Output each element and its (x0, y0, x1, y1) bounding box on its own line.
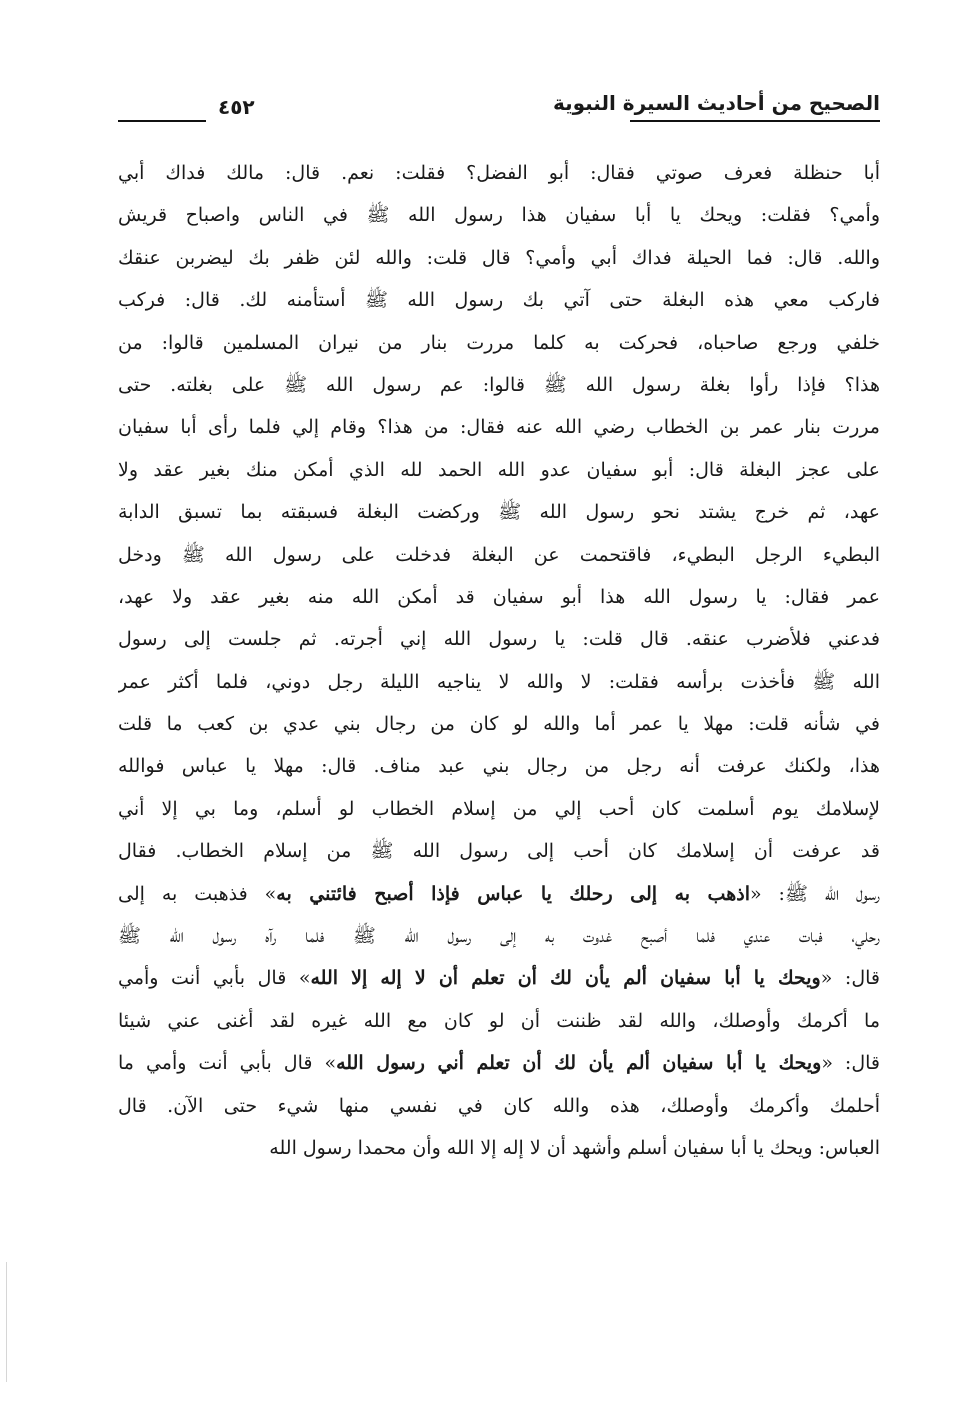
text-line: وأمي؟ فقلت: ويحك يا أبا سفيان هذا رسول الله ﷺ في الناس واصباح قريش (118, 204, 880, 227)
text-line: أحلمك وأكرمك وأوصلك، هذه والله كان في نفسي منها شيء حتى الآن. قال (118, 1094, 880, 1117)
text-line: خلفي ورجع صاحباه، فحركت به كلما مررت بنار من نيران المسلمين قالوا: من (118, 331, 880, 354)
line-text: رسول الله ﷺ: « (749, 882, 880, 905)
text-line: هذا، ولكنك عرفت أنه رجل من رجال بني عبد مناف. قال: مهلا يا عباس فوالله (118, 755, 880, 778)
text-line: أبا حنظلة فعرف صوتي فقال: أبو الفضل؟ فقلت: نعم. قال: مالك فداك أبي (118, 162, 880, 184)
text-line: هذا؟ فإذا رأوا بغلة رسول الله ﷺ قالوا: عم رسول الله ﷺ على بغلته. حتى (118, 373, 880, 396)
text-line (118, 1042, 880, 1084)
text-line: فاركب معي هذه البغلة حتى آتي بك رسول الله ﷺ أستأمنه لك. قال: فركب (118, 289, 880, 312)
text-line: في شأنه قلت: مهلا يا عمر أما والله لو كان من رجال بني عدي بن كعب ما قلت (118, 713, 880, 736)
header-rule (630, 120, 880, 122)
page-number-rule (118, 120, 206, 122)
hadith-quote: ويحك يا أبا سفيان ألم يأن لك أن تعلم أني رسول الله (336, 1052, 822, 1075)
line-text: قال: « (821, 1052, 880, 1075)
hadith-quote: اذهب به إلى رحلك يا عباس فإذا أصبح فائتني به (276, 882, 750, 905)
text-line: والله. قال: فما الحيلة فداك أبي وأمي؟ قال قلت: والله لئن ظفر بك ليضربن عنقك (118, 246, 880, 269)
hadith-quote: ويحك يا أبا سفيان ألم يأن لك أن تعلم أن لا إله إلا الله (310, 967, 821, 990)
text-line: البطيء الرجل البطيء، فاقتحمت عن البغلة فدخلت على رسول الله ﷺ ودخل (118, 543, 880, 566)
text-line: مررت بنار عمر بن الخطاب رضي الله عنه فقال: من هذا؟ وقام إلي فلما رأى أبا سفيان (118, 416, 880, 439)
text-line: عهد، ثم خرج يشتد نحو رسول الله ﷺ وركضت البغلة فسبقته بما تسبق الدابة (118, 501, 880, 524)
text-line: رحلي، فبات عندي فلما أصبح غدوت به إلى رسول الله ﷺ فلما رآه رسول الله ﷺ (118, 925, 880, 948)
page-header (118, 84, 880, 128)
running-title: الصحيح من أحاديث السيرة النبوية (552, 91, 880, 115)
line-text: » فذهبت به إلى (118, 882, 277, 905)
page-number: ٤٥٢ (218, 95, 255, 119)
text-line: العباس: ويحك يا أبا سفيان أسلم وأشهد أن لا إله إلا الله وأن محمدا رسول الله (269, 1136, 880, 1159)
line-text: قال: « (820, 967, 880, 990)
scan-edge-mark (6, 1262, 7, 1382)
text-line: الله ﷺ فأخذت برأسه فقلت: لا والله لا يناجيه الليلة رجل دوني، فلما أكثر عمر (118, 670, 880, 693)
line-text: » قال بأبي أنت وأمي ما (118, 1052, 337, 1075)
text-line: فدعني فلأضرب عنقه. قال قلت: يا رسول الله إني أجرته. ثم جلست إلى رسول (118, 628, 880, 651)
text-line: عمر فقال: يا رسول الله هذا أبو سفيان قد أمكن الله منه بغير عقد ولا عهد، (118, 585, 880, 608)
body-text (118, 152, 880, 1169)
line-text: » قال بأبي أنت وأمي (118, 967, 311, 990)
text-line: ما أكرمك وأوصلك، والله لقد ظننت أن لو كان مع الله غيره لقد أغنى عني شيئا (118, 1009, 880, 1032)
text-line: لإسلامك يوم أسلمت كان أحب إلي من إسلام الخطاب لو أسلم، وما بي إلا أني (118, 797, 880, 820)
text-line: قد عرفت أن إسلامك كان أحب إلى رسول الله ﷺ من إسلام الخطاب. فقال (118, 840, 880, 863)
text-line (118, 957, 880, 999)
text-line (118, 873, 880, 915)
text-line: على عجز البغلة قال: أبو سفيان عدو الله الحمد لله الذي أمكن منك بغير عقد ولا (118, 458, 880, 481)
